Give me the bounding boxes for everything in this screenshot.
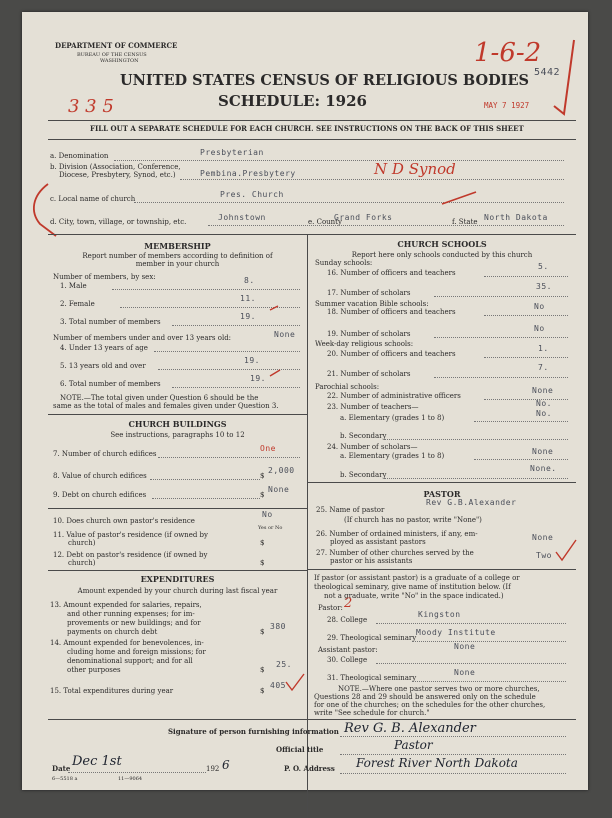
date-value: Dec 1st bbox=[72, 754, 122, 769]
buildings-heading: CHURCH BUILDINGS bbox=[128, 419, 227, 429]
membership-note-2: same as the total of males and females given under Question 3. bbox=[53, 402, 279, 410]
q18-value: No bbox=[534, 302, 545, 311]
year-suffix: 6 bbox=[222, 758, 230, 772]
rule bbox=[308, 569, 576, 570]
q29-label: 29. Theological seminary bbox=[327, 634, 417, 642]
q14-line-1: 14. Amount expended for benevolences, in- bbox=[50, 639, 204, 647]
stamp-number: 5442 bbox=[534, 67, 561, 78]
q24a-value: None bbox=[532, 447, 554, 456]
expenditures-heading: EXPENDITURES bbox=[140, 574, 215, 584]
edifices-debt-label: 9. Debt on church edifices bbox=[53, 491, 147, 499]
q27-line-2: pastor or his assistants bbox=[330, 557, 413, 565]
q21-label: 21. Number of scholars bbox=[327, 370, 411, 378]
dollar-sign: $ bbox=[260, 559, 265, 567]
q22-value: None bbox=[532, 386, 554, 395]
pastor-note-4: write "See schedule for church." bbox=[314, 709, 430, 717]
assistant-value: None bbox=[454, 642, 476, 651]
form-title: UNITED STATES CENSUS OF RELIGIOUS BODIES bbox=[120, 72, 529, 89]
q20-label: 20. Number of officers and teachers bbox=[327, 350, 456, 358]
by-sex-label: Number of members, by sex: bbox=[53, 273, 156, 281]
female-value: 11. bbox=[240, 294, 256, 303]
pastor-note-3: for one of the churches; on the schedules for the other churches, bbox=[314, 701, 546, 709]
edifices-debt-value: None bbox=[268, 485, 290, 494]
q26-value: None bbox=[532, 533, 554, 542]
sunday-label: Sunday schools: bbox=[315, 259, 373, 267]
dollar-sign: $ bbox=[260, 687, 265, 695]
buildings-sub: See instructions, paragraphs 10 to 12 bbox=[110, 431, 245, 439]
under-over-label: Number of members under and over 13 years old: bbox=[53, 334, 232, 342]
q14-value: 25. bbox=[276, 660, 292, 669]
q13-line-1: 13. Amount expended for salaries, repairs, bbox=[50, 601, 202, 609]
under-13-label: 4. Under 13 years of age bbox=[60, 344, 148, 352]
dollar-sign: $ bbox=[260, 628, 265, 636]
q19-value: No bbox=[534, 324, 545, 333]
red-tick-mark bbox=[440, 190, 480, 210]
edifices-value-label: 8. Value of church edifices bbox=[53, 472, 147, 480]
q21-value: 7. bbox=[538, 363, 549, 372]
pastor-subheading: Pastor: bbox=[318, 604, 343, 612]
residence-debt-label: 12. Debt on pastor's residence (if owned by bbox=[53, 551, 208, 559]
q20-value: 1. bbox=[538, 344, 549, 353]
q13-line-2: and other running expenses; for im- bbox=[67, 610, 195, 618]
rule bbox=[48, 508, 307, 509]
q30-label: 30. College bbox=[327, 656, 368, 664]
edifices-amount: 2,000 bbox=[268, 466, 295, 475]
dollar-sign: $ bbox=[260, 472, 265, 480]
weekday-label: Week-day religious schools: bbox=[315, 340, 414, 348]
rule bbox=[48, 234, 576, 235]
q31-label: 31. Theological seminary bbox=[327, 674, 417, 682]
q24b-value: None. bbox=[530, 464, 557, 473]
total-members-label: 3. Total number of members bbox=[60, 318, 161, 326]
edifices-label: 7. Number of church edifices bbox=[53, 450, 157, 458]
dollar-sign: $ bbox=[260, 491, 265, 499]
q14-line-2: cluding home and foreign missions; for bbox=[67, 648, 206, 656]
q16-label: 16. Number of officers and teachers bbox=[327, 269, 456, 277]
red-check-mark bbox=[550, 36, 580, 116]
city-label: WASHINGTON bbox=[100, 58, 139, 64]
rule bbox=[308, 482, 576, 483]
total-members-value: 19. bbox=[240, 312, 256, 321]
membership-heading: MEMBERSHIP bbox=[144, 241, 211, 251]
instruction-banner: FILL OUT A SEPARATE SCHEDULE FOR EACH CHURCH. SEE INSTRUCTIONS ON THE BACK OF THIS SHEET bbox=[90, 124, 524, 133]
q13-line-4: payments on church debt bbox=[67, 628, 158, 636]
signature-label: Signature of person furnishing information bbox=[168, 727, 339, 736]
q27-value: Two bbox=[536, 551, 552, 560]
division-label-2: Diocese, Presbytery, Synod, etc.) bbox=[59, 171, 176, 179]
state-value: North Dakota bbox=[484, 213, 548, 222]
signature-value: Rev G. B. Alexander bbox=[344, 721, 476, 736]
rule bbox=[48, 570, 307, 571]
q15-value: 405 bbox=[270, 681, 286, 690]
membership-sub-2: member in your church bbox=[135, 260, 220, 268]
denomination-value: Presbyterian bbox=[200, 148, 264, 157]
assistant-subheading: Assistant pastor: bbox=[318, 646, 378, 654]
official-title-value: Pastor bbox=[394, 738, 433, 752]
pastor-note-2: Questions 28 and 29 should be answered only on the schedule bbox=[314, 693, 536, 701]
po-address-label: P. O. Address bbox=[284, 764, 335, 773]
q23b-label: b. Secondary bbox=[340, 432, 387, 440]
q28-label: 28. College bbox=[327, 616, 368, 624]
q23a-value: No. bbox=[536, 409, 552, 418]
q17-label: 17. Number of scholars bbox=[327, 289, 411, 297]
dollar-sign: $ bbox=[260, 666, 265, 674]
expenditures-sub: Amount expended by your church during last fiscal year bbox=[77, 587, 278, 595]
form-code-2: 11—9064 bbox=[118, 776, 143, 782]
red-check-marks bbox=[268, 298, 308, 388]
q14-line-3: denominational support; and for all bbox=[67, 657, 193, 665]
summer-label: Summer vacation Bible schools: bbox=[315, 300, 429, 308]
pastor-red-mark: 2 bbox=[344, 596, 353, 611]
q15-label: 15. Total expenditures during year bbox=[50, 687, 174, 695]
owns-residence-value: No bbox=[262, 510, 273, 519]
q24b-label: b. Secondary bbox=[340, 471, 387, 479]
q13-line-3: provements or new buildings; and for bbox=[67, 619, 201, 627]
rule bbox=[48, 414, 307, 415]
q18-label: 18. Number of officers and teachers bbox=[327, 308, 456, 316]
yes-no-hint: Yes or No bbox=[258, 525, 283, 531]
department-label: DEPARTMENT OF COMMERCE bbox=[55, 41, 178, 50]
grad-line-3: not a graduate, write "No" in the space indicated.) bbox=[324, 592, 504, 600]
grad-line-1: If pastor (or assistant pastor) is a graduate of a college or bbox=[314, 574, 520, 582]
q22-label: 22. Number of administrative officers bbox=[327, 392, 461, 400]
red-bracket-mark bbox=[26, 180, 66, 240]
residence-value-label: 11. Value of pastor's residence (if owned by bbox=[53, 531, 208, 539]
over-13-label: 5. 13 years old and over bbox=[60, 362, 146, 370]
city-value: Johnstown bbox=[218, 213, 266, 222]
date-label: Date bbox=[52, 764, 71, 773]
schools-sub: Report here only schools conducted by this church bbox=[351, 251, 533, 259]
red-annotation-left: 3 3 5 bbox=[68, 96, 114, 117]
membership-sub-1: Report number of members according to definition of bbox=[82, 252, 273, 260]
pastor-name-hint: (If church has no pastor, write "None") bbox=[344, 516, 482, 524]
q31-value: None bbox=[454, 668, 476, 677]
pastor-name-value: Rev G.B.Alexander bbox=[426, 498, 517, 507]
total-members-6-value: 19. bbox=[250, 374, 266, 383]
male-label: 1. Male bbox=[60, 282, 87, 290]
rule bbox=[48, 719, 576, 720]
q17-value: 35. bbox=[536, 282, 552, 291]
q23-label: 23. Number of teachers— bbox=[327, 403, 419, 411]
rule bbox=[48, 120, 576, 121]
state-label: f. State bbox=[452, 218, 478, 226]
q19-label: 19. Number of scholars bbox=[327, 330, 411, 338]
residence-value-label-2: church) bbox=[68, 539, 96, 547]
q28-value: Kingston bbox=[418, 610, 461, 619]
membership-note-1: NOTE.—The total given under Question 6 should be the bbox=[60, 394, 259, 402]
q29-value: Moody Institute bbox=[416, 628, 496, 637]
residence-debt-label-2: church) bbox=[68, 559, 96, 567]
parochial-label: Parochial schools: bbox=[315, 383, 380, 391]
pastor-name-label: 25. Name of pastor bbox=[316, 506, 385, 514]
bureau-label: BUREAU OF THE CENSUS bbox=[77, 52, 147, 58]
schedule-title: SCHEDULE: 1926 bbox=[218, 92, 367, 110]
schools-heading: CHURCH SCHOOLS bbox=[397, 239, 487, 249]
male-value: 8. bbox=[244, 276, 255, 285]
local-name-value: Pres. Church bbox=[220, 190, 284, 199]
q27-line-1: 27. Number of other churches served by the bbox=[316, 549, 474, 557]
city-label: d. City, town, village, or township, etc. bbox=[50, 218, 187, 226]
pastor-note-1: NOTE.—Where one pastor serves two or more churches, bbox=[338, 685, 540, 693]
denomination-label: a. Denomination bbox=[50, 152, 109, 160]
q24a-label: a. Elementary (grades 1 to 8) bbox=[340, 452, 445, 460]
division-label: b. Division (Association, Conference, bbox=[50, 163, 181, 171]
received-date-stamp: MAY 7 1927 bbox=[484, 101, 530, 110]
q13-value: 380 bbox=[270, 622, 286, 631]
owns-residence-label: 10. Does church own pastor's residence bbox=[53, 517, 195, 525]
edifices-value: One bbox=[260, 444, 276, 453]
red-check-mark bbox=[554, 538, 578, 562]
q26-line-1: 26. Number of ordained ministers, if any, em- bbox=[316, 530, 478, 538]
q26-line-2: ployed as assistant pastors bbox=[330, 538, 426, 546]
under-over-value: None bbox=[274, 330, 296, 339]
official-title-label: Official title bbox=[276, 745, 324, 754]
female-label: 2. Female bbox=[60, 300, 95, 308]
po-address-value: Forest River North Dakota bbox=[356, 756, 518, 770]
q23a-label: a. Elementary (grades 1 to 8) bbox=[340, 414, 445, 422]
over-13-value: 19. bbox=[244, 356, 260, 365]
year-prefix: 192 bbox=[206, 765, 220, 773]
red-annotation-right: 1-6-2 bbox=[474, 38, 542, 68]
q23-value: No. bbox=[536, 399, 552, 408]
red-check-mark bbox=[284, 672, 306, 692]
local-name-label: c. Local name of church bbox=[50, 195, 136, 203]
division-handwritten: N D Synod bbox=[374, 160, 456, 178]
dollar-sign: $ bbox=[260, 539, 265, 547]
form-code: 6—5518 a bbox=[52, 776, 78, 782]
q24-label: 24. Number of scholars— bbox=[327, 443, 418, 451]
q16-value: 5. bbox=[538, 262, 549, 271]
county-label: e. County bbox=[308, 218, 342, 226]
county-value: Grand Forks bbox=[334, 213, 393, 222]
pastor-heading: PASTOR bbox=[423, 489, 461, 499]
division-value: Pembina.Presbytery bbox=[200, 169, 296, 178]
total-members-6-label: 6. Total number of members bbox=[60, 380, 161, 388]
rule bbox=[48, 139, 576, 140]
q14-line-4: other purposes bbox=[67, 666, 121, 674]
grad-line-2: theological seminary, give name of institution below. (If bbox=[314, 583, 511, 591]
census-schedule-sheet bbox=[22, 12, 588, 790]
